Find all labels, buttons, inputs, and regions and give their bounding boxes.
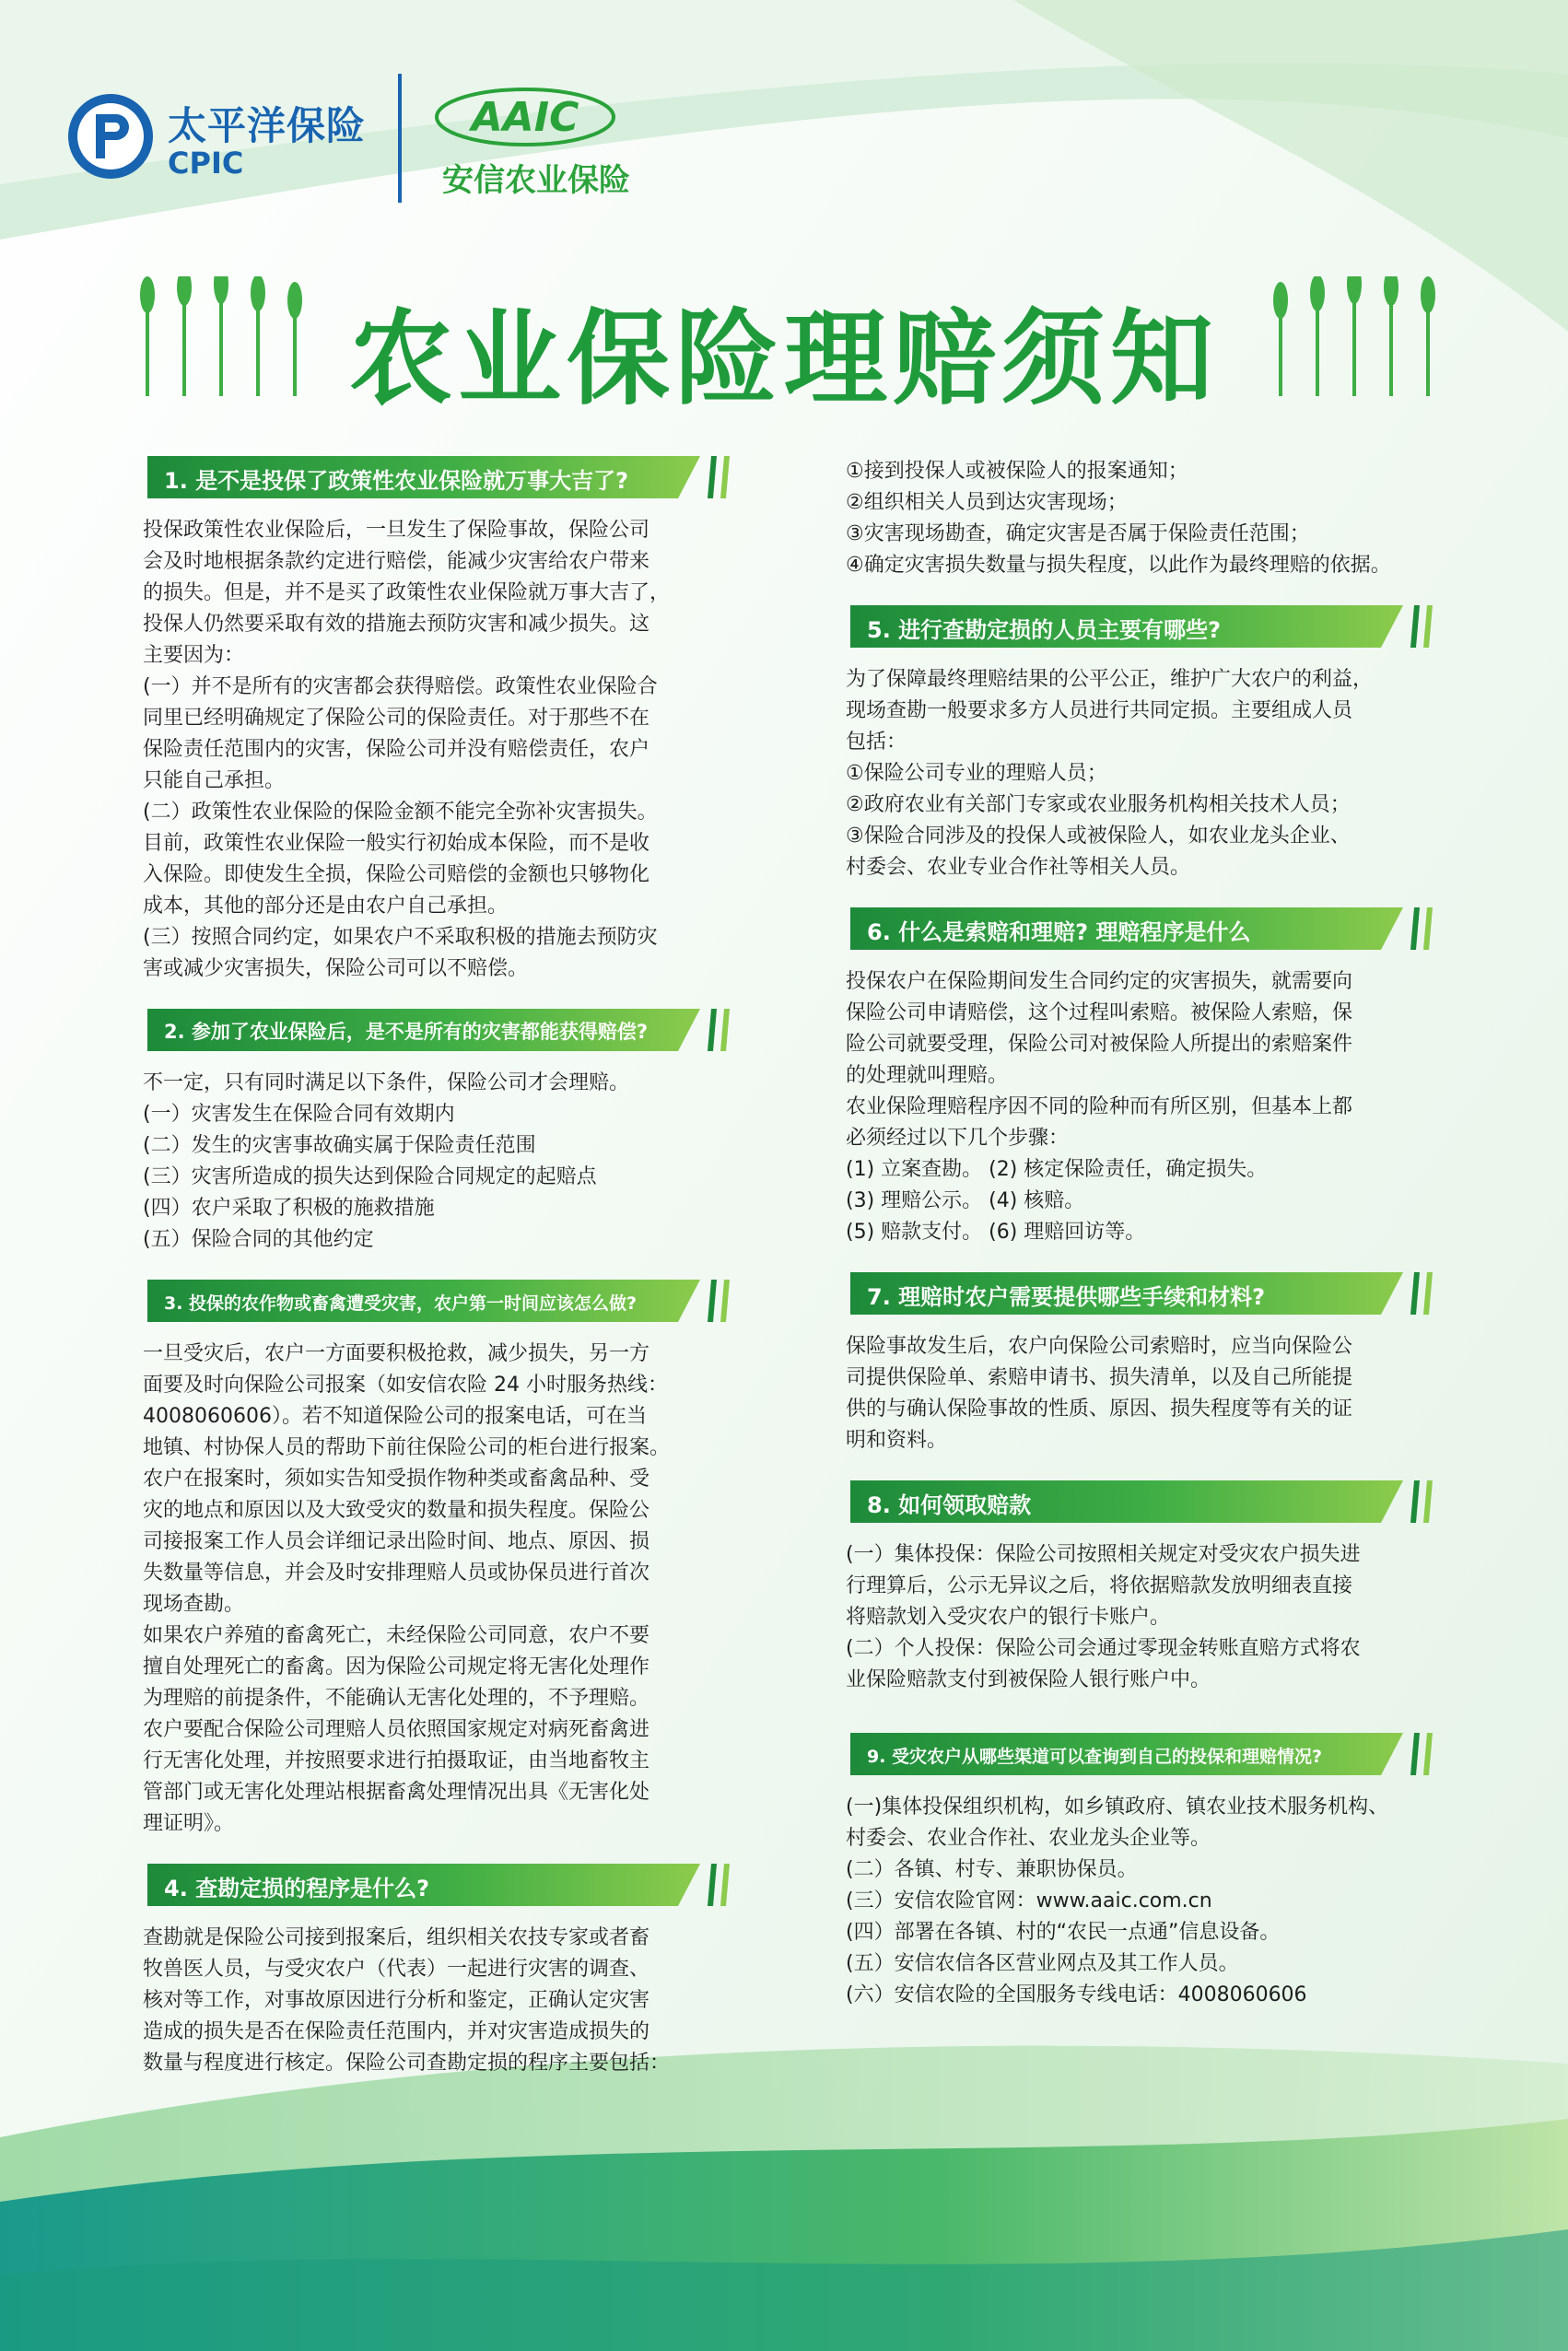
text-line: 4008060606）。若不知道保险公司的报案电话，可在当 [143,1405,647,1428]
section-heading [147,1009,732,1051]
section-4 [143,1864,732,2079]
text-line: 管部门或无害化处理站根据畜禽处理情况出具《无害化处 [143,1781,650,1804]
section-heading [850,1480,1435,1523]
text-line: 现场查勘一般要求多方人员进行共同定损。主要组成人员 [846,699,1353,722]
text-line: 的处理就叫理赔。 [846,1064,1009,1087]
text-line: 核对等工作，对事故原因进行分析和鉴定，正确认定灾害 [143,1989,650,2012]
text-line: (四）部署在各镇、村的“农民一点通”信息设备。 [846,1921,1281,1944]
text-line: (二）各镇、村专、兼职协保员。 [846,1858,1138,1881]
text-line: (一）集体投保：保险公司按照相关规定对受灾农户损失进 [846,1543,1361,1566]
section-5 [846,605,1435,883]
section-title: 5. 进行查勘定损的人员主要有哪些? [867,617,1222,643]
section-4-steps [846,456,1435,581]
section-body [846,1331,1435,1456]
cpic-logo-icon [64,90,157,182]
section-body [846,1539,1435,1696]
text-line: 只能自己承担。 [143,769,286,792]
text-line: 供的与确认保险事故的性质、原因、损失程度等有关的证 [846,1398,1353,1421]
text-line: 明和资料。 [846,1429,948,1452]
text-line: 失数量等信息，并会及时安排理赔人员或协保员进行首次 [143,1561,650,1585]
text-line: 投保人仍然要采取有效的措施去预防灾害和减少损失。这 [143,613,650,636]
text-line: (二）发生的灾害事故确实属于保险责任范围 [143,1134,536,1157]
section-2 [143,1009,732,1256]
text-line: ③灾害现场勘查，确定灾害是否属于保险责任范围； [846,522,1310,545]
text-line: 会及时地根据条款约定进行赔偿，能减少灾害给农户带来 [143,550,650,573]
text-line: (五）安信农信各区营业网点及其工作人员。 [846,1952,1239,1975]
text-line: 农户要配合保险公司理赔人员依照国家规定对病死畜禽进 [143,1718,650,1741]
text-line: 如果农户养殖的畜禽死亡，未经保险公司同意，农户不要 [143,1624,650,1647]
left-column [143,456,732,2103]
text-line: (一）并不是所有的灾害都会获得赔偿。政策性农业保险合 [143,675,658,698]
text-line: (四）农户采取了积极的施救措施 [143,1197,435,1220]
text-line: 保险责任范围内的灾害，保险公司并没有赔偿责任，农户 [143,738,650,761]
text-line: 司提供保险单、索赔申请书、损失清单，以及自己所能提 [846,1366,1353,1389]
text-line: 成本，其他的部分还是由农户自己承担。 [143,895,509,918]
aaic-logo-icon [433,85,617,149]
aaic-brand-name: 安信农业保险 [442,162,630,199]
text-line: 数量与程度进行核定。保险公司查勘定损的程序主要包括： [143,2052,671,2075]
section-6 [846,907,1435,1248]
text-line: ②政府农业有关部门专家或农业服务机构相关技术人员； [846,793,1351,816]
text-line: (三）安信农险官网：www.aaic.com.cn [846,1889,1212,1912]
text-line: 现场查勘。 [143,1593,245,1616]
section-body [846,966,1435,1248]
text-line: 同里已经明确规定了保险公司的保险责任。对于那些不在 [143,707,650,730]
text-line: 一旦受灾后，农户一方面要积极抢救，减少损失，另一方 [143,1342,650,1365]
text-line: (一)集体投保组织机构，如乡镇政府、镇农业技术服务机构、 [846,1795,1389,1819]
text-line: 农户在报案时，须如实告知受损作物种类或畜禽品种、受 [143,1468,650,1491]
text-line: 理证明》。 [143,1812,235,1835]
text-line: 保险公司申请赔偿，这个过程叫索赔。被保险人索赔，保 [846,1001,1353,1024]
section-heading [850,605,1435,648]
section-title: 6. 什么是索赔和理赔? 理赔程序是什么 [867,919,1251,945]
text-line: (1) 立案查勘。 (2) 核定保险责任，确定损失。 [846,1158,1268,1181]
section-heading [850,1733,1435,1775]
cpic-brand-name: 太平洋保险 [168,103,367,148]
text-line: 害或减少灾害损失，保险公司可以不赔偿。 [143,957,529,980]
text-line: (3) 理赔公示。 (4) 核赔。 [846,1189,1085,1212]
text-line: 目前，政策性农业保险一般实行初始成本保险，而不是收 [143,832,650,855]
text-line: 地镇、村协保人员的帮助下前往保险公司的柜台进行报案。 [143,1436,671,1459]
text-line: 主要因为： [143,644,245,667]
section-body [846,1792,1435,2011]
text-line: (五）保险合同的其他约定 [143,1228,374,1251]
section-body [143,1923,732,2079]
svg-text:AAIC: AAIC [471,94,579,141]
text-line: 入保险。即使发生全损，保险公司赔偿的金额也只够物化 [143,863,650,886]
wheat-right-icon [1262,276,1446,396]
text-line: (二）政策性农业保险的保险金额不能完全弥补灾害损失。 [143,801,658,824]
header [64,64,709,203]
text-line: 村委会、农业专业合作社等相关人员。 [846,856,1191,879]
text-line: 灾的地点和原因以及大致受灾的数量和损失程度。保险公 [143,1499,650,1522]
section-heading [147,1280,732,1322]
section-3 [143,1280,732,1840]
section-7 [846,1272,1435,1456]
text-line: 面要及时向保险公司报案（如安信农险 24 小时服务热线： [143,1374,668,1397]
text-line: (三）灾害所造成的损失达到保险合同规定的起赔点 [143,1165,597,1188]
text-line: 农业保险理赔程序因不同的险种而有所区别，但基本上都 [846,1095,1353,1118]
section-9 [846,1733,1435,2011]
text-line: 必须经过以下几个步骤： [846,1127,1070,1150]
text-line: 不一定，只有同时满足以下条件，保险公司才会理赔。 [143,1071,630,1094]
text-line: 业保险赔款支付到被保险人银行账户中。 [846,1668,1211,1691]
section-heading [147,1864,732,1906]
text-line: 行理算后，公示无异议之后，将依据赔款发放明细表直接 [846,1574,1353,1597]
section-title: 4. 查勘定损的程序是什么? [164,1876,430,1901]
text-line: 村委会、农业合作社、农业龙头企业等。 [846,1827,1211,1850]
text-line: 擅自处理死亡的畜禽。因为保险公司规定将无害化处理作 [143,1655,650,1678]
text-line: 的损失。但是，并不是买了政策性农业保险就万事大吉了， [143,581,671,604]
page-title: 农业保险理赔须知 [349,299,1219,419]
section-heading [147,456,732,498]
logo-divider [398,74,402,203]
text-line: (5) 赔款支付。 (6) 理赔回访等。 [846,1221,1146,1244]
section-body [143,1068,732,1256]
text-line: 为理赔的前提条件，不能确认无害化处理的，不予理赔。 [143,1687,650,1710]
text-line: 包括： [846,731,907,754]
text-line: 牧兽医人员，与受灾农户（代表）一起进行灾害的调查、 [143,1958,650,1981]
section-title: 1. 是不是投保了政策性农业保险就万事大吉了? [164,468,629,494]
text-line: 造成的损失是否在保险责任范围内，并对灾害造成损失的 [143,2020,650,2043]
section-heading [850,907,1435,950]
right-column [846,456,1435,2035]
text-line: 查勘就是保险公司接到报案后，组织相关农技专家或者畜 [143,1926,650,1949]
section-title: 9. 受灾农户从哪些渠道可以查询到自己的投保和理赔情况? [867,1747,1323,1767]
text-line: ③保险合同涉及的投保人或被保险人，如农业龙头企业、 [846,825,1351,848]
text-line: ④确定灾害损失数量与损失程度，以此作为最终理赔的依据。 [846,554,1391,577]
text-line: ②组织相关人员到达灾害现场； [846,491,1128,514]
text-line: (一）灾害发生在保险合同有效期内 [143,1103,455,1126]
section-1 [143,456,732,985]
section-body [143,1339,732,1840]
section-title: 7. 理赔时农户需要提供哪些手续和材料? [867,1284,1266,1310]
title-banner [0,267,1568,419]
text-line: (三）按照合同约定，如果农户不采取积极的措施去预防灾 [143,926,658,949]
section-heading [850,1272,1435,1315]
section-title: 2. 参加了农业保险后，是不是所有的灾害都能获得赔偿? [164,1021,649,1043]
text-line: 为了保障最终理赔结果的公平公正，维护广大农户的利益， [846,668,1374,691]
cpic-brand-en: CPIC [168,146,244,181]
text-line: 保险事故发生后，农户向保险公司索赔时，应当向保险公 [846,1335,1353,1358]
text-line: 投保政策性农业保险后，一旦发生了保险事故，保险公司 [143,519,650,542]
text-line: ①接到投保人或被保险人的报案通知； [846,460,1188,483]
section-8 [846,1480,1435,1696]
text-line: ①保险公司专业的理赔人员； [846,762,1107,785]
section-title: 8. 如何领取赔款 [867,1492,1032,1518]
text-line: 司接报案工作人员会详细记录出险时间、地点、原因、损 [143,1530,650,1553]
text-line: 行无害化处理，并按照要求进行拍摄取证，由当地畜牧主 [143,1749,650,1772]
text-line: 险公司就要受理，保险公司对被保险人所提出的索赔案件 [846,1033,1353,1056]
text-line: 投保农户在保险期间发生合同约定的灾害损失，就需要向 [846,970,1353,993]
text-line: (六）安信农险的全国服务专线电话：4008060606 [846,1983,1307,2006]
section-body [846,664,1435,883]
section-body [143,515,732,985]
text-line: 将赔款划入受灾农户的银行卡账户。 [846,1606,1171,1629]
section-title: 3. 投保的农作物或畜禽遭受灾害，农户第一时间应该怎么做? [164,1293,638,1314]
text-line: (二）个人投保：保险公司会通过零现金转账直赔方式将农 [846,1637,1361,1660]
